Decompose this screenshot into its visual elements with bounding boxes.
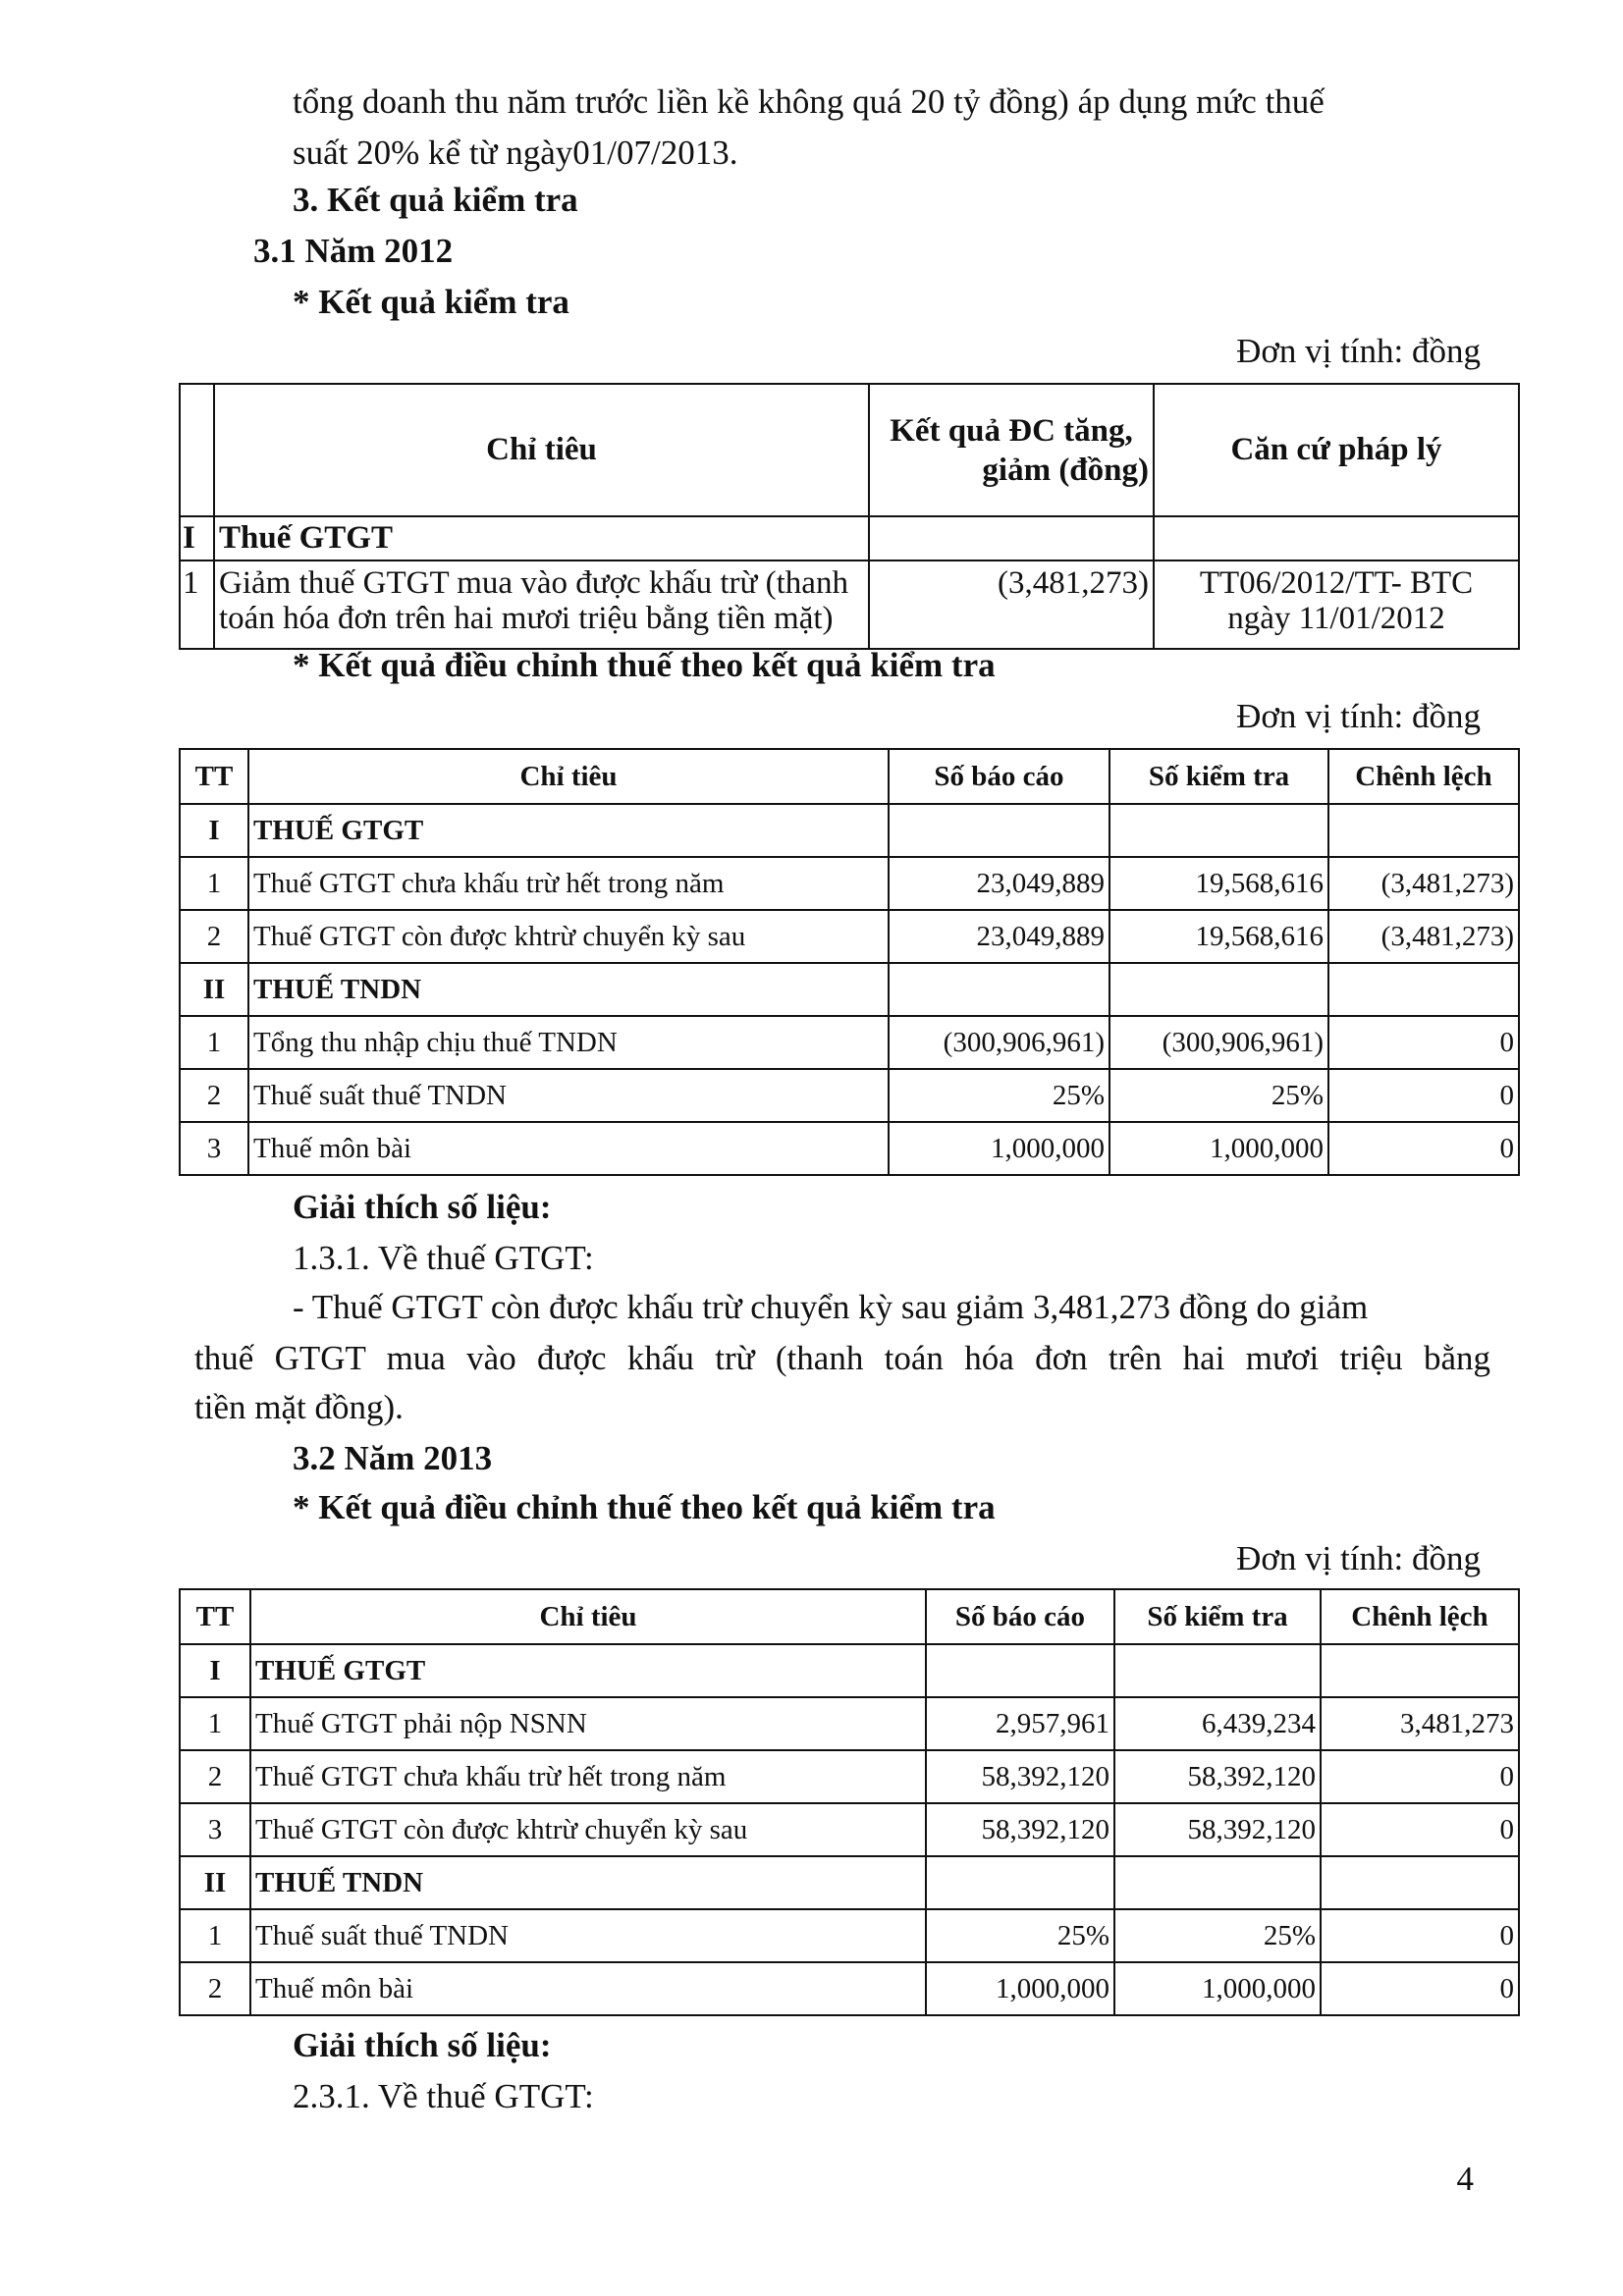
header-adjust: [869, 384, 1154, 516]
section-label: THUẾ GTGT: [248, 804, 889, 857]
header-diff: Chênh lệch: [1321, 1589, 1519, 1644]
table-row: [180, 561, 1519, 649]
header-tt: TT: [180, 749, 248, 804]
header-reported: Số báo cáo: [889, 749, 1109, 804]
table-section-row: [180, 1856, 1519, 1909]
table-row: [180, 1069, 1519, 1122]
empty-cell: [889, 963, 1109, 1016]
section-empty-2: [1154, 516, 1519, 561]
empty-cell: [1328, 804, 1519, 857]
row-label: Tổng thu nhập chịu thuế TNDN: [248, 1016, 889, 1069]
row-num: 1: [180, 561, 214, 649]
header-diff: Chênh lệch: [1328, 749, 1519, 804]
section-num: I: [180, 516, 214, 561]
row-value: (3,481,273): [869, 561, 1154, 649]
table-section-row: [180, 516, 1519, 561]
header-adjust-line2: giảm (đồng): [982, 452, 1149, 488]
year-2013-heading: 3.2 Năm 2013: [293, 1439, 493, 1477]
row-checked: 19,568,616: [1109, 910, 1328, 963]
empty-cell: [926, 1644, 1114, 1697]
empty-cell: [1321, 1856, 1519, 1909]
adjust-table-2012: [179, 748, 1520, 1176]
table-section-row: [180, 804, 1519, 857]
row-label: Thuế môn bài: [250, 1962, 926, 2015]
table-header-row: [180, 1589, 1519, 1644]
table-row: [180, 1909, 1519, 1962]
row-diff: (3,481,273): [1328, 857, 1519, 910]
section-label: THUẾ TNDN: [250, 1856, 926, 1909]
unit-label-2: Đơn vị tính: đồng: [1236, 697, 1481, 735]
row-checked: (300,906,961): [1109, 1016, 1328, 1069]
row-label: Thuế GTGT chưa khấu trừ hết trong năm: [250, 1750, 926, 1803]
header-reported: Số báo cáo: [926, 1589, 1114, 1644]
row-reported: 25%: [889, 1069, 1109, 1122]
section-label: THUẾ TNDN: [248, 963, 889, 1016]
section-num: II: [180, 1856, 250, 1909]
row-num: 2: [180, 1750, 250, 1803]
row-num: 3: [180, 1803, 250, 1856]
header-num-cell: [180, 384, 214, 516]
section-3-heading: 3. Kết quả kiểm tra: [293, 181, 578, 219]
table-section-row: [180, 963, 1519, 1016]
row-num: 1: [180, 1016, 248, 1069]
row-label: Thuế GTGT còn được khtrừ chuyển kỳ sau: [250, 1803, 926, 1856]
row-reported: (300,906,961): [889, 1016, 1109, 1069]
adjust-table-2013: [179, 1588, 1520, 2016]
row-label: Thuế GTGT phải nộp NSNN: [250, 1697, 926, 1750]
section-empty-1: [869, 516, 1154, 561]
section-label: Thuế GTGT: [214, 516, 869, 561]
table-row: [180, 1750, 1519, 1803]
empty-cell: [1114, 1644, 1321, 1697]
adjust-result-2012-heading: * Kết quả điều chỉnh thuế theo kết quả kiểm tra: [293, 646, 996, 684]
header-legal: Căn cứ pháp lý: [1154, 384, 1519, 516]
row-label-line2: toán hóa đơn trên hai mươi triệu bằng tiền mặt): [219, 601, 834, 636]
intro-line-2: suất 20% kể từ ngày01/07/2013.: [293, 133, 738, 172]
row-diff: 0: [1328, 1122, 1519, 1175]
empty-cell: [1328, 963, 1519, 1016]
unit-label-3: Đơn vị tính: đồng: [1236, 1539, 1481, 1577]
explain-2013-title: Giải thích số liệu:: [293, 2026, 552, 2064]
table-row: [180, 1016, 1519, 1069]
explain-2012-para-line2: thuế GTGT mua vào được khấu trừ (thanh toán hóa đơn trên hai mươi triệu bằng: [194, 1339, 1490, 1377]
row-diff: 0: [1321, 1750, 1519, 1803]
table-row: [180, 1803, 1519, 1856]
row-label: [214, 561, 869, 649]
row-reported: 1,000,000: [926, 1962, 1114, 2015]
intro-line-1: tổng doanh thu năm trước liền kề không quá 20 tỷ đồng) áp dụng mức thuế: [293, 82, 1325, 121]
table-header-row: [180, 749, 1519, 804]
row-diff: 0: [1321, 1909, 1519, 1962]
section-num: II: [180, 963, 248, 1016]
row-legal-line2: ngày 11/01/2012: [1227, 601, 1445, 636]
empty-cell: [889, 804, 1109, 857]
row-checked: 25%: [1114, 1909, 1321, 1962]
year-2012-heading: 3.1 Năm 2012: [253, 232, 454, 270]
row-diff: 0: [1321, 1803, 1519, 1856]
row-reported: 58,392,120: [926, 1803, 1114, 1856]
table-header-row: [180, 384, 1519, 516]
empty-cell: [1321, 1644, 1519, 1697]
row-num: 2: [180, 1069, 248, 1122]
row-legal: [1154, 561, 1519, 649]
header-checked: Số kiểm tra: [1109, 749, 1328, 804]
header-tt: TT: [180, 1589, 250, 1644]
row-diff: 3,481,273: [1321, 1697, 1519, 1750]
table-row: [180, 910, 1519, 963]
unit-label-1: Đơn vị tính: đồng: [1236, 332, 1481, 370]
row-label: Thuế suất thuế TNDN: [248, 1069, 889, 1122]
row-reported: 2,957,961: [926, 1697, 1114, 1750]
adjust-result-2013-heading: * Kết quả điều chỉnh thuế theo kết quả kiểm tra: [293, 1488, 996, 1526]
row-num: 1: [180, 1909, 250, 1962]
row-reported: 1,000,000: [889, 1122, 1109, 1175]
table-row: [180, 1962, 1519, 2015]
row-checked: 1,000,000: [1109, 1122, 1328, 1175]
row-label: Thuế môn bài: [248, 1122, 889, 1175]
row-checked: 58,392,120: [1114, 1803, 1321, 1856]
explain-2013-sub: 2.3.1. Về thuế GTGT:: [293, 2077, 594, 2115]
row-checked: 19,568,616: [1109, 857, 1328, 910]
row-legal-line1: TT06/2012/TT- BTC: [1199, 565, 1474, 601]
row-checked: 58,392,120: [1114, 1750, 1321, 1803]
section-num: I: [180, 1644, 250, 1697]
section-num: I: [180, 804, 248, 857]
row-reported: 25%: [926, 1909, 1114, 1962]
row-num: 3: [180, 1122, 248, 1175]
row-diff: 0: [1328, 1016, 1519, 1069]
header-item: Chỉ tiêu: [250, 1589, 926, 1644]
empty-cell: [926, 1856, 1114, 1909]
row-label: Thuế suất thuế TNDN: [250, 1909, 926, 1962]
row-checked: 6,439,234: [1114, 1697, 1321, 1750]
empty-cell: [1109, 804, 1328, 857]
row-checked: 1,000,000: [1114, 1962, 1321, 2015]
row-label-line1: Giảm thuế GTGT mua vào được khấu trừ (thanh: [219, 565, 848, 601]
row-num: 1: [180, 857, 248, 910]
section-label: THUẾ GTGT: [250, 1644, 926, 1697]
explain-2012-para-line3: tiền mặt đồng).: [194, 1388, 404, 1426]
empty-cell: [1109, 963, 1328, 1016]
row-num: 2: [180, 1962, 250, 2015]
row-num: 1: [180, 1697, 250, 1750]
explain-2012-sub: 1.3.1. Về thuế GTGT:: [293, 1239, 594, 1277]
row-reported: 23,049,889: [889, 910, 1109, 963]
empty-cell: [1114, 1856, 1321, 1909]
row-reported: 58,392,120: [926, 1750, 1114, 1803]
table-row: [180, 1122, 1519, 1175]
header-item: Chỉ tiêu: [248, 749, 889, 804]
row-diff: 0: [1321, 1962, 1519, 2015]
header-checked: Số kiểm tra: [1114, 1589, 1321, 1644]
check-result-table: [179, 383, 1520, 650]
explain-2012-para-line1: - Thuế GTGT còn được khấu trừ chuyển kỳ sau giảm 3,481,273 đồng do giảm: [293, 1288, 1369, 1326]
check-result-heading: * Kết quả kiểm tra: [293, 283, 569, 321]
row-label: Thuế GTGT chưa khấu trừ hết trong năm: [248, 857, 889, 910]
row-reported: 23,049,889: [889, 857, 1109, 910]
header-item: Chỉ tiêu: [214, 384, 869, 516]
row-label: Thuế GTGT còn được khtrừ chuyển kỳ sau: [248, 910, 889, 963]
table-row: [180, 857, 1519, 910]
row-diff: (3,481,273): [1328, 910, 1519, 963]
header-adjust-line1: Kết quả ĐC tăng,: [890, 412, 1133, 449]
row-checked: 25%: [1109, 1069, 1328, 1122]
table-section-row: [180, 1644, 1519, 1697]
table-row: [180, 1697, 1519, 1750]
explain-2012-title: Giải thích số liệu:: [293, 1188, 552, 1226]
row-num: 2: [180, 910, 248, 963]
page-number: 4: [1456, 2160, 1474, 2198]
row-diff: 0: [1328, 1069, 1519, 1122]
